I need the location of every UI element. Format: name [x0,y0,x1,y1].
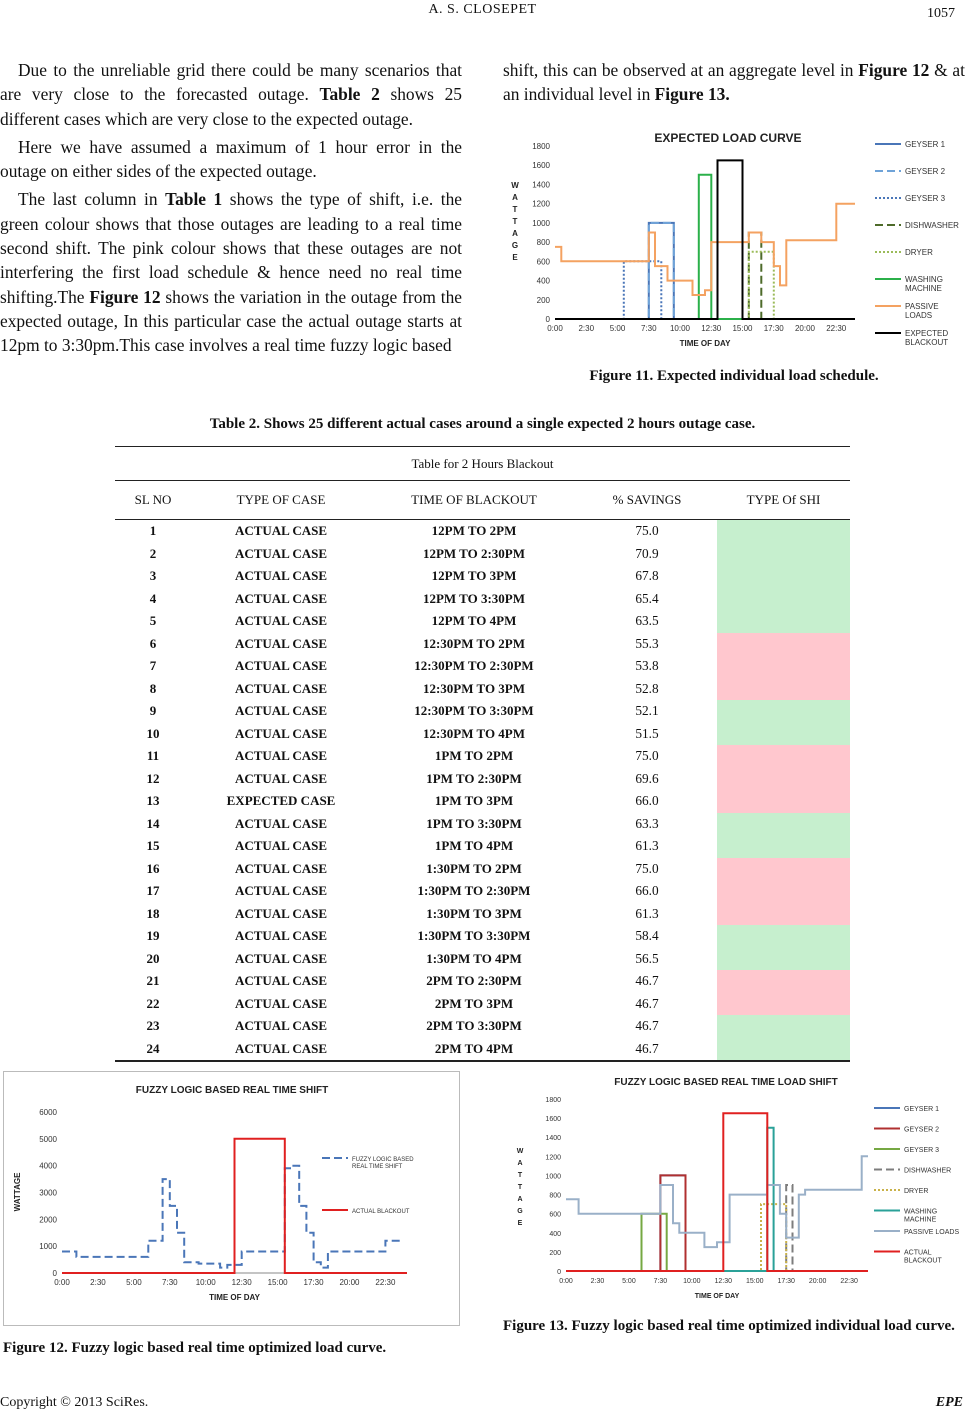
blackout-time-cell: 2PM TO 2:30PM [426,973,522,989]
blackout-time-cell: 1:30PM TO 3:30PM [417,928,531,944]
figure-13-caption: Figure 13. Fuzzy logic based real time optimized individual load curve. [503,1318,955,1334]
case-type-cell: ACTUAL CASE [234,703,328,719]
blackout-time-cell: 12PM TO 3PM [431,568,517,584]
y-tick-label: 1400 [545,1135,561,1143]
y-tick-label: 0 [52,1269,57,1278]
legend-label: FUZZY LOGIC BASED [352,1157,414,1163]
shift-type-cell [717,835,850,858]
table-row [115,565,850,588]
y-tick-label: 1000 [39,1242,57,1252]
table-row [115,633,850,656]
sl-no-cell: 20 [146,950,160,966]
savings-cell: 75.0 [635,523,659,539]
shift-type-cell [717,768,850,791]
case-type-cell: ACTUAL CASE [234,928,328,944]
table-row [115,790,850,813]
x-tick-label: 7:30 [162,1278,178,1287]
header-sl-no: SL NO [115,481,191,520]
legend-label: PASSIVE LOADS [904,1229,960,1236]
x-tick-label: 20:00 [339,1278,360,1287]
savings-cell: 75.0 [635,860,659,876]
case-type-cell: ACTUAL CASE [234,725,328,741]
sl-no-cell: 23 [146,1018,160,1034]
x-tick-label: 17:30 [777,1278,795,1285]
series-line-dishwasher [566,1185,868,1271]
series-line-dishwasher [555,233,855,320]
series-line-fuzzy-logic-based-real-time-shift [62,1166,400,1268]
header-percent-savings: % SAVINGS [577,481,717,520]
shift-type-cell [717,520,850,543]
shift-type-cell [717,948,850,971]
x-tick-label: 17:30 [303,1278,324,1287]
table-2 [115,446,850,1062]
shift-type-cell [717,1038,850,1062]
header-time-of-blackout: TIME OF BLACKOUT [371,481,577,520]
legend-label: DRYER [904,1188,929,1195]
savings-cell: 51.5 [635,725,659,741]
figure-12-chart [4,1072,459,1325]
y-tick-label: 200 [536,295,550,305]
table-2-caption: Table 2. Shows 25 different actual cases around a single expected 2 hours outage case. [209,416,756,432]
sl-no-cell: 4 [149,590,157,606]
case-type-cell: ACTUAL CASE [234,860,328,876]
blackout-time-cell: 12:30PM TO 3:30PM [414,703,534,719]
y-axis-label-letter: W [511,181,519,190]
sl-no-cell: 6 [149,635,157,651]
savings-cell: 63.5 [635,613,659,629]
figure-12-frame [3,1071,460,1326]
legend-label: GEYSER 1 [905,140,946,149]
y-axis-label-letter: A [517,1160,523,1167]
case-type-cell: ACTUAL CASE [234,635,328,651]
savings-cell: 52.8 [635,680,659,696]
x-tick-label: 0:00 [559,1278,573,1285]
savings-cell: 67.8 [635,568,659,584]
blackout-time-cell: 12:30PM TO 3PM [422,680,526,696]
sl-no-cell: 12 [146,770,160,786]
sl-no-cell: 22 [146,995,160,1011]
y-tick-label: 0 [545,315,550,324]
x-tick-label: 5:00 [126,1278,142,1287]
y-axis-label-letter: T [512,217,518,226]
x-axis-label: TIME OF DAY [694,1293,740,1300]
series-line-passive-loads [555,204,855,295]
sl-no-cell: 13 [146,793,160,809]
y-tick-label: 1800 [532,142,550,151]
paragraph-continued: shift, this can be observed at an aggregate level in Figure 12 & at an individual level in Figure 13. [503,60,965,105]
table-title: Table for 2 Hours Blackout [115,446,850,481]
table-header-row [115,481,850,520]
shift-type-cell [717,925,850,948]
sl-no-cell: 8 [149,680,157,696]
y-tick-label: 600 [549,1211,561,1219]
legend-label: DISHWASHER [904,1167,952,1175]
x-tick-label: 22:30 [840,1278,858,1285]
x-tick-label: 7:30 [640,324,657,333]
shift-type-cell [717,543,850,566]
legend-label: REAL TIME SHIFT [352,1164,403,1170]
table-row [115,610,850,633]
savings-cell: 63.3 [635,815,659,831]
x-tick-label: 15:00 [267,1278,288,1287]
table-row [115,813,850,836]
table-row [115,700,850,723]
figure-12-caption: Figure 12. Fuzzy logic based real time optimized load curve. [3,1340,387,1356]
savings-cell: 61.3 [635,838,659,854]
case-type-cell: ACTUAL CASE [234,1018,328,1034]
sl-no-cell: 16 [146,860,160,876]
y-axis-label-letter: G [517,1208,523,1215]
table-row [115,678,850,701]
case-type-cell: ACTUAL CASE [234,905,328,921]
blackout-time-cell: 12:30PM TO 2PM [422,635,526,651]
y-tick-label: 800 [536,238,550,248]
blackout-time-cell: 1PM TO 3PM [434,793,514,809]
table-row [115,543,850,566]
chart-title: FUZZY LOGIC BASED REAL TIME SHIFT [135,1085,329,1096]
y-axis-label: WATTAGE [13,1172,22,1212]
table-row [115,835,850,858]
shift-type-cell [717,813,850,836]
savings-cell: 53.8 [635,658,659,674]
paragraph-3: The last column in Table 1 shows the type of shift, i.e. the green colour shows that those outages are leading to a real time second shift. The pink colour shows that these outages are not interfering the first load schedule & hence need no real time shifting.The Figure 12 shows the variation in the outage from the expected outage, In this particular case the actual outage starts at 12pm to 3:30pm.This case involves a real time fuzzy logic based [0,189,463,356]
x-tick-label: 5:00 [622,1278,636,1285]
blackout-time-cell: 1PM TO 2:30PM [426,770,522,786]
y-tick-label: 200 [549,1249,561,1257]
sl-no-cell: 5 [149,613,157,629]
x-tick-label: 12:30 [701,324,722,333]
blackout-time-cell: 2PM TO 4PM [371,1038,577,1062]
shift-type-cell [717,970,850,993]
x-tick-label: 17:30 [763,324,784,333]
legend-label: DRYER [905,248,933,257]
legend-label: GEYSER 3 [905,194,946,203]
y-axis-label-letter: T [512,205,518,214]
shift-type-cell [717,700,850,723]
shift-type-cell [717,565,850,588]
case-type-cell: ACTUAL CASE [234,995,328,1011]
blackout-time-cell: 1:30PM TO 3PM [426,905,522,921]
blackout-time-cell: 2PM TO 3PM [434,995,514,1011]
shift-type-cell [717,745,850,768]
y-tick-label: 1200 [532,199,550,209]
table-row [115,723,850,746]
savings-cell: 46.7 [635,995,659,1011]
sl-no-cell: 3 [149,568,157,584]
case-type-cell: ACTUAL CASE [234,658,328,674]
x-tick-label: 10:00 [669,324,691,333]
table-row [115,948,850,971]
table-row [115,745,850,768]
x-tick-label: 2:30 [90,1278,106,1287]
table-row [115,1038,850,1062]
sl-no-cell: 24 [115,1038,191,1062]
case-type-cell: ACTUAL CASE [234,950,328,966]
series-line-washing-machine [566,1128,868,1271]
y-tick-label: 2000 [39,1215,57,1225]
savings-cell: 61.3 [635,905,659,921]
x-tick-label: 12:30 [231,1278,252,1287]
x-axis-label: TIME OF DAY [679,339,731,348]
series-line-washing-machine [555,175,855,319]
y-tick-label: 600 [536,257,550,267]
y-tick-label: 400 [536,276,550,286]
series-line-geyser-1 [555,223,855,319]
legend-label: WASHING [905,275,943,284]
x-tick-label: 20:00 [794,324,816,333]
blackout-time-cell: 12:30PM TO 4PM [422,725,526,741]
blackout-time-cell: 1:30PM TO 2PM [426,860,522,876]
shift-type-cell [717,610,850,633]
x-tick-label: 10:00 [195,1278,216,1287]
y-axis-label-letter: A [512,193,518,202]
y-tick-label: 4000 [39,1161,57,1171]
y-axis-label-letter: W [516,1148,524,1155]
sl-no-cell: 2 [149,545,157,561]
sl-no-cell: 7 [149,658,157,674]
y-tick-label: 1000 [532,218,550,228]
blackout-time-cell: 1:30PM TO 4PM [426,950,522,966]
shift-type-cell [717,678,850,701]
running-title: A. S. CLOSEPET [428,2,537,17]
shift-type-cell [717,1015,850,1038]
savings-cell: 46.7 [635,1018,659,1034]
case-type-cell: ACTUAL CASE [234,973,328,989]
shift-type-cell [717,723,850,746]
table-row [115,880,850,903]
x-tick-label: 5:00 [609,324,626,333]
header-type-of-shift: TYPE Of SHI [717,481,850,520]
savings-cell: 58.4 [635,928,659,944]
chart-title: FUZZY LOGIC BASED REAL TIME LOAD SHIFT [614,1077,838,1088]
y-axis-label-letter: E [517,1220,523,1227]
shift-type-cell [717,790,850,813]
series-line-passive-loads [566,1156,868,1247]
y-tick-label: 6000 [39,1108,57,1117]
savings-cell: 65.4 [635,590,659,606]
case-type-cell: ACTUAL CASE [234,883,328,899]
sl-no-cell: 9 [149,703,157,719]
y-tick-label: 800 [549,1192,561,1200]
legend-label: MACHINE [904,1216,937,1224]
case-type-cell: ACTUAL CASE [234,838,328,854]
savings-cell: 69.6 [635,770,659,786]
y-tick-label: 0 [557,1269,561,1276]
header-type-of-case: TYPE OF CASE [191,481,371,520]
y-tick-label: 1600 [545,1116,561,1124]
shift-type-cell [717,993,850,1016]
chart-title: EXPECTED LOAD CURVE [654,131,802,145]
blackout-time-cell: 12PM TO 2:30PM [422,545,526,561]
y-axis-label-letter: A [512,229,518,238]
blackout-time-cell: 2PM TO 3:30PM [426,1018,522,1034]
case-type-cell: ACTUAL CASE [234,748,328,764]
legend-label: WASHING [904,1208,938,1216]
savings-cell: 46.7 [635,973,659,989]
legend-label: LOADS [905,311,933,320]
y-tick-label: 1800 [545,1097,561,1104]
y-axis-label-letter: E [512,253,518,262]
case-type-cell: ACTUAL CASE [234,680,328,696]
legend-label: GEYSER 2 [905,167,946,176]
y-tick-label: 1200 [545,1154,561,1162]
paragraph-1: Due to the unreliable grid there could be many scenarios that are very close to the forecasted outage. Table 2 shows 25 different cases which are very close to the expected outage. [0,60,462,129]
table-row [115,520,850,543]
savings-cell: 66.0 [635,793,659,809]
table-row [115,970,850,993]
y-tick-label: 3000 [39,1188,57,1198]
sl-no-cell: 14 [146,815,160,831]
page-number: 1057 [927,6,955,21]
blackout-time-cell: 12:30PM TO 2:30PM [414,658,534,674]
table-row [115,858,850,881]
case-type-cell: ACTUAL CASE [234,545,328,561]
legend-label: GEYSER 1 [904,1106,940,1113]
case-type-cell: EXPECTED CASE [226,793,336,809]
x-axis-label: TIME OF DAY [209,1293,260,1302]
right-column [503,58,965,107]
case-type-cell: ACTUAL CASE [234,523,328,539]
x-tick-label: 7:30 [653,1278,668,1285]
sl-no-cell: 11 [146,748,160,764]
x-tick-label: 12:30 [714,1278,733,1285]
legend-label: BLACKOUT [904,1257,942,1265]
sl-no-cell: 10 [146,725,160,741]
sl-no-cell: 18 [146,905,160,921]
paragraph-2: Here we have assumed a maximum of 1 hour error in the outage on either sides of the expected outage. [0,136,462,182]
savings-cell: 56.5 [635,950,659,966]
series-line-geyser-2 [555,223,855,319]
y-tick-label: 1400 [532,180,550,190]
blackout-time-cell: 1PM TO 3:30PM [426,815,522,831]
table-row [115,655,850,678]
case-type-cell: ACTUAL CASE [234,770,328,786]
blackout-time-cell: 12PM TO 2PM [431,523,517,539]
x-tick-label: 20:00 [808,1278,827,1285]
figure-13-chart [500,1071,965,1306]
legend-label: EXPECTED [905,329,949,338]
sl-no-cell: 1 [149,523,157,539]
legend-label: GEYSER 2 [904,1126,940,1134]
legend-label: GEYSER 3 [904,1147,940,1154]
case-type-cell: ACTUAL CASE [234,590,328,606]
shift-type-cell [717,880,850,903]
savings-cell: 75.0 [635,748,659,764]
legend-label: PASSIVE [905,302,939,311]
footer-copyright: Copyright © 2013 SciRes. [0,1395,149,1410]
savings-cell: 66.0 [635,883,659,899]
y-tick-label: 5000 [39,1134,57,1144]
y-tick-label: 1600 [532,161,550,171]
table-row [115,588,850,611]
y-axis-label-letter: A [517,1196,523,1203]
shift-type-cell [717,633,850,656]
y-axis-label-letter: T [517,1184,523,1191]
figure-11-chart [503,128,965,358]
footer-journal: EPE [935,1395,963,1410]
sl-no-cell: 21 [146,973,160,989]
shift-type-cell [717,903,850,926]
table-row [115,993,850,1016]
legend-label: MACHINE [905,284,942,293]
x-tick-label: 2:30 [590,1278,605,1285]
x-tick-label: 0:00 [547,324,563,333]
shift-type-cell [717,655,850,678]
x-tick-label: 0:00 [54,1278,70,1287]
savings-cell: 70.9 [635,545,659,561]
x-tick-label: 22:30 [375,1278,396,1287]
blackout-time-cell: 1PM TO 2PM [434,748,514,764]
blackout-time-cell: 1PM TO 4PM [434,838,514,854]
table-row [115,768,850,791]
x-tick-label: 22:30 [826,324,847,333]
blackout-time-cell: 12PM TO 4PM [431,613,517,629]
left-column [0,58,462,358]
y-tick-label: 400 [549,1230,561,1238]
savings-cell: 55.3 [635,635,659,651]
blackout-time-cell: 1:30PM TO 2:30PM [417,883,531,899]
table-row [115,925,850,948]
legend-label: DISHWASHER [905,221,959,230]
savings-cell: 52.1 [635,703,659,719]
table-row [115,1015,850,1038]
x-tick-label: 10:00 [683,1278,701,1285]
case-type-cell: ACTUAL CASE [234,568,328,584]
legend-label: ACTUAL [904,1249,932,1257]
y-axis-label-letter: T [517,1172,523,1179]
sl-no-cell: 19 [146,928,160,944]
x-tick-label: 15:00 [732,324,753,333]
sl-no-cell: 17 [146,883,160,899]
case-type-cell: ACTUAL CASE [234,815,328,831]
x-tick-label: 2:30 [578,324,595,333]
shift-type-cell [717,588,850,611]
case-type-cell: ACTUAL CASE [191,1038,371,1062]
x-tick-label: 15:00 [745,1278,764,1285]
case-type-cell: ACTUAL CASE [234,613,328,629]
legend-label: ACTUAL BLACKOUT [352,1209,410,1215]
savings-cell: 46.7 [577,1038,717,1062]
shift-type-cell [717,858,850,881]
blackout-time-cell: 12PM TO 3:30PM [422,590,526,606]
y-tick-label: 1000 [545,1173,561,1181]
y-axis-label-letter: G [511,241,519,250]
legend-label: BLACKOUT [905,338,949,347]
table-row [115,903,850,926]
sl-no-cell: 15 [146,838,160,854]
figure-11-caption: Figure 11. Expected individual load schedule. [589,368,879,384]
